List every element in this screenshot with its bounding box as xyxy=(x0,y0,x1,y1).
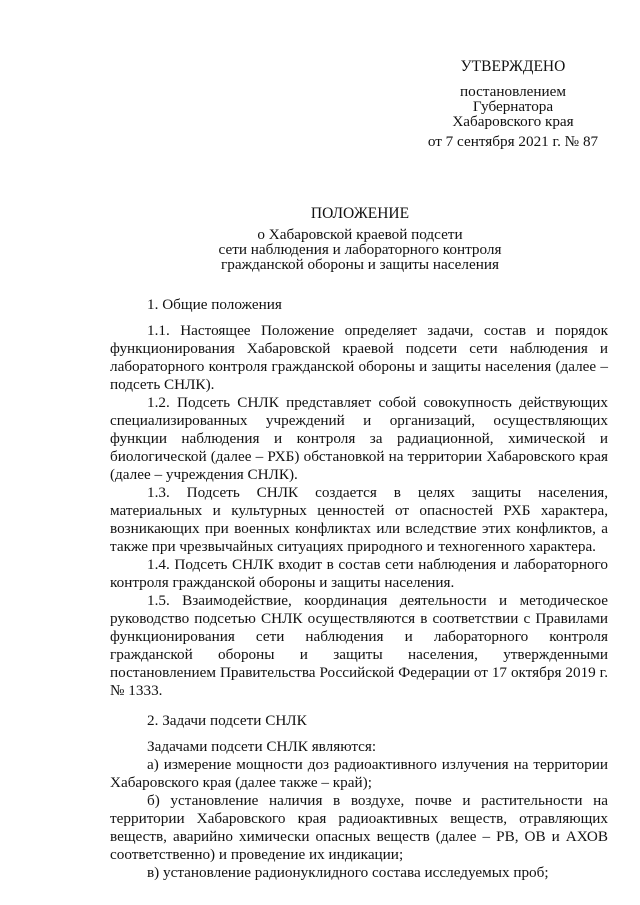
paragraph: Задачами подсети СНЛК являются: xyxy=(147,738,377,755)
document-subtitle-line: о Хабаровской краевой подсети xyxy=(257,226,463,243)
approval-date: от 7 сентября 2021 г. № 87 xyxy=(427,133,599,150)
document-body xyxy=(110,296,608,882)
section-heading: 2. Задачи подсети СНЛК xyxy=(147,712,307,729)
list-item: а) измерение мощности доз радиоактивного излучения на территории Хабаровского края (далее также – край); xyxy=(110,756,608,791)
approval-line: Губернатора xyxy=(472,98,554,115)
approval-stamp xyxy=(408,58,618,151)
list-item: в) установление радионуклидного состава исследуемых проб; xyxy=(147,864,549,881)
paragraph: 1.2. Подсеть СНЛК представляет собой совокупность действующих специализированных учреждений и организаций, осуществляющих функции наблюдения и контроля за радиационной, химической и биологической (далее – РХБ) обстановкой на территории Хабаровского края (далее – учреждения СНЛК). xyxy=(110,394,608,483)
list-item: б) установление наличия в воздухе, почве и растительности на территории Хабаровского края радиоактивных веществ, отравляющих веществ, аварийно химически опасных веществ (далее – РВ, ОВ и АХОВ соответственно) и проведение их индикации; xyxy=(110,792,608,863)
paragraph: 1.1. Настоящее Положение определяет задачи, состав и порядок функционирования Хабаровской краевой подсети сети наблюдения и лабораторного контроля гражданской обороны и защиты населения (далее – подсеть СНЛК). xyxy=(110,322,608,393)
approval-line: Хабаровского края xyxy=(452,113,574,130)
document-subtitle-line: гражданской обороны и защиты населения xyxy=(221,256,499,273)
approval-line: постановлением xyxy=(459,83,567,100)
document-title-block xyxy=(110,205,610,272)
approval-title: УТВЕРЖДЕНО xyxy=(460,58,566,75)
document-subtitle-line: сети наблюдения и лабораторного контроля xyxy=(218,241,502,258)
paragraph: 1.3. Подсеть СНЛК создается в целях защиты населения, материальных и культурных ценностей от опасностей РХБ характера, возникающих при военных конфликтах или вследствие этих конфликтов, а также при чрезвычайных ситуациях природного и техногенного характера. xyxy=(110,484,608,555)
section-heading: 1. Общие положения xyxy=(147,296,282,313)
paragraph: 1.4. Подсеть СНЛК входит в состав сети наблюдения и лабораторного контроля гражданской обороны и защиты населения. xyxy=(110,556,608,591)
paragraph: 1.5. Взаимодействие, координация деятельности и методическое руководство подсетью СНЛК осуществляются в соответствии с Правилами функционирования сети наблюдения и лабораторного контроля гражданской обороны и защиты населения, утвержденными постановлением Правительства Российской Федерации от 17 октября 2019 г. № 1333. xyxy=(110,592,608,699)
document-title: ПОЛОЖЕНИЕ xyxy=(310,205,410,222)
